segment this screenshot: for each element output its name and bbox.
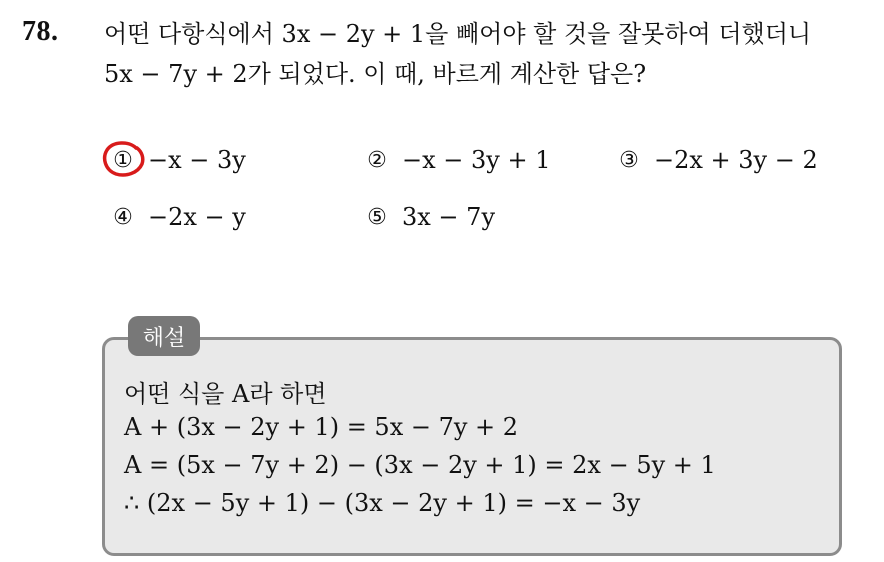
choice-5-text: 3x − 7y [402, 203, 495, 231]
choice-3-marker: ③ [619, 147, 639, 173]
choice-2[interactable] [362, 146, 550, 174]
choice-4-marker: ④ [113, 204, 133, 230]
question-text-line1: 어떤 다항식에서 3x − 2y + 1을 빼어야 할 것을 잘못하여 더했더니 [104, 20, 812, 48]
choice-4-text: −2x − y [148, 203, 246, 231]
choice-2-text: −x − 3y + 1 [402, 146, 551, 174]
choice-4[interactable] [108, 203, 246, 231]
explanation-box [102, 337, 842, 556]
choice-1-marker: ① [113, 147, 133, 173]
explanation-line-3: A = (5x − 7y + 2) − (3x − 2y + 1) = 2x − 5y + 1 [124, 451, 716, 479]
choice-5-marker: ⑤ [367, 204, 387, 230]
red-circle-icon [102, 138, 146, 178]
choice-5[interactable] [362, 203, 495, 231]
question-text-line2: 5x − 7y + 2가 되었다. 이 때, 바르게 계산한 답은? [104, 60, 647, 88]
choice-3-text: −2x + 3y − 2 [654, 146, 818, 174]
choice-3[interactable] [614, 146, 818, 174]
question-number: 78. [22, 16, 59, 47]
explanation-line-2: A + (3x − 2y + 1) = 5x − 7y + 2 [124, 413, 519, 441]
choice-1-text: −x − 3y [148, 146, 246, 174]
choice-2-marker: ② [367, 147, 387, 173]
explanation-tag: 해설 [128, 316, 200, 356]
explanation-line-1: 어떤 식을 A라 하면 [124, 380, 327, 408]
explanation-line-4: ∴ (2x − 5y + 1) − (3x − 2y + 1) = −x − 3y [124, 489, 641, 517]
